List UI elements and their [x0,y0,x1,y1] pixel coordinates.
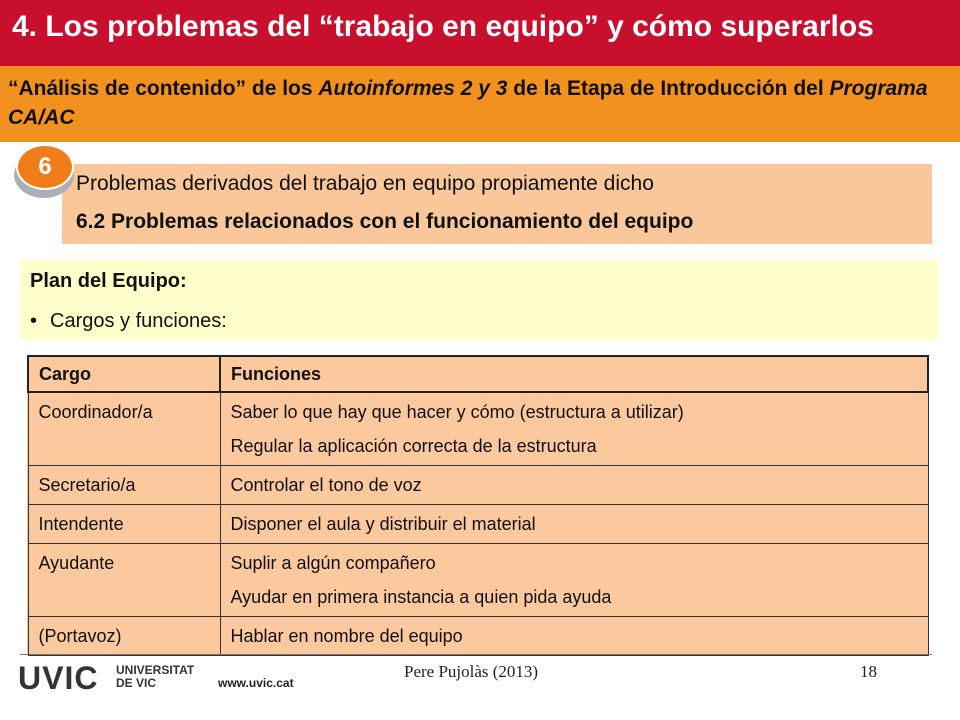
funcion-text: Controlar el tono de voz [230,475,422,495]
title-bar [0,0,960,66]
logo-subtitle [116,664,194,690]
funciones-cell [220,505,928,544]
table-row [28,544,928,617]
funciones-cell [220,392,928,466]
page-number: 18 [860,662,877,681]
bullet-symbol: • [30,310,38,332]
plan-box [20,260,938,340]
funcion-text: Hablar en nombre del equipo [230,626,463,646]
cargo-text: Secretario/a [38,475,136,495]
cargo-cell [28,466,220,505]
funcion-text: Regular la aplicación correcta de la estructura [230,436,597,456]
slide-title: 4. Los problemas del “trabajo en equipo” y cómo superarlos [12,10,874,43]
table-header-row [28,356,928,392]
funcion-text: Suplir a algún compañero [230,553,436,573]
cargo-cell [28,544,220,617]
logo-subtitle-line2: DE VIC [116,676,157,690]
plan-title: Plan del Equipo: [30,270,187,292]
slide-subtitle [8,74,948,132]
logo-subtitle-line1: UNIVERSITAT [116,663,195,677]
cargo-text: Coordinador/a [38,402,153,422]
author-credit: Pere Pujolàs (2013) [404,662,539,681]
plan-bullet-text: Cargos y funciones: [50,310,227,332]
cargo-text: (Portavoz) [38,626,122,646]
plan-bullet-item [30,310,227,333]
funciones-cell [220,466,928,505]
table-row [28,505,928,544]
footer-divider [20,654,932,655]
table-row [28,617,928,656]
subtitle-part-3: de la Etapa de Introducción del [507,77,830,100]
funcion-text: Disponer el aula y distribuir el material [230,514,536,534]
subsection-heading: 6.2 Problemas relacionados con el funcionamiento del equipo [76,210,694,233]
logo-wordmark: UVIC [18,660,99,696]
cargo-text: Intendente [38,514,124,534]
header-cargo: Cargo [28,356,220,392]
cargo-cell [28,505,220,544]
section-number-badge: 6 [16,144,74,190]
section-heading-box [62,164,932,244]
cargo-cell [28,392,220,466]
roles-table [27,355,929,656]
subtitle-part-4: Programa CA/AC [8,77,928,129]
table-row [28,392,928,466]
subtitle-bar [0,66,960,142]
header-funciones: Funciones [220,356,928,392]
website-link[interactable]: www.uvic.cat [218,676,294,690]
funciones-cell [220,617,928,656]
funciones-cell [220,544,928,617]
funcion-text: Saber lo que hay que hacer y cómo (estructura a utilizar) [230,402,684,422]
uvic-logo [18,660,208,694]
subtitle-part-1: “Análisis de contenido” de los [8,77,319,100]
subtitle-part-2: Autoinformes 2 y 3 [318,77,508,100]
section-heading: Problemas derivados del trabajo en equipo propiamente dicho [76,172,654,195]
funcion-text: Ayudar en primera instancia a quien pida ayuda [230,587,612,607]
cargo-text: Ayudante [38,553,115,573]
table-row [28,466,928,505]
cargo-cell [28,617,220,656]
